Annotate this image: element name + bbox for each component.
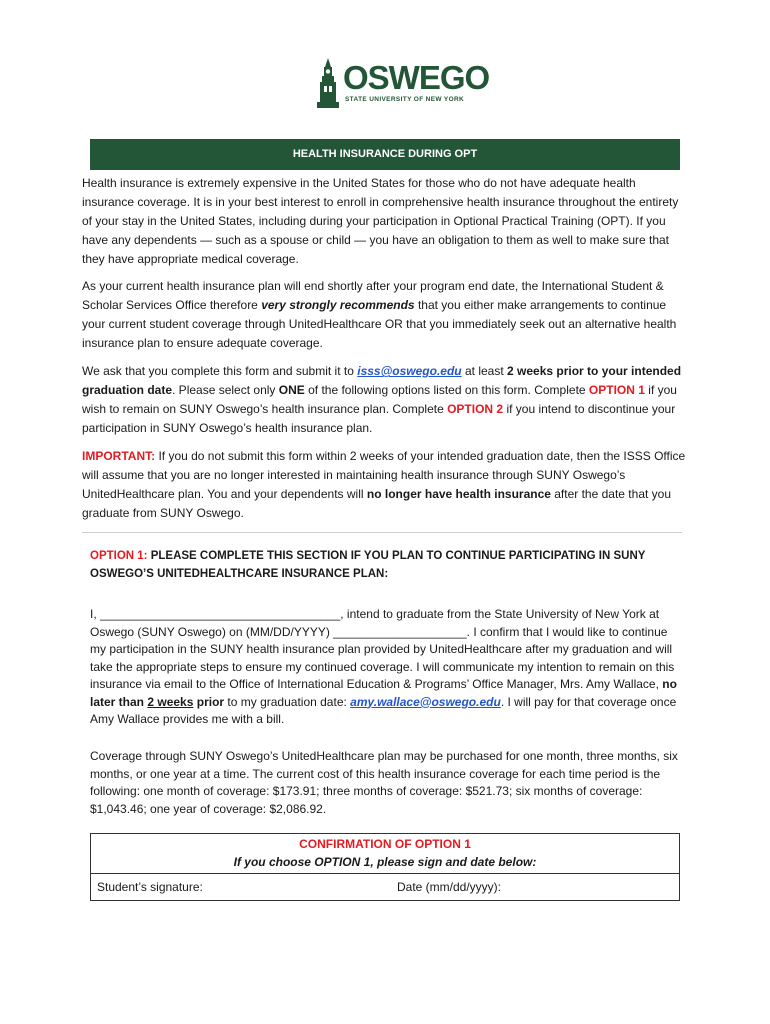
important-label: IMPORTANT:	[82, 449, 156, 463]
p3-deadline: 2 weeks prior to your intended graduation date	[82, 364, 682, 397]
statement-text-f: . I will pay for that coverage once Amy Wallace provides me with a bill.	[90, 694, 677, 726]
intro-paragraph-2	[82, 277, 688, 353]
statement-text-a: I, ____________________________________, intend to graduate from the State University of New York at Oswego (SUNY Oswego) on (MM/DD/YYYY) ____________________. I confirm that I would like to continue my participation in the SUNY health insurance plan provided by UnitedHealthcare after my graduation and will take the appropriate steps to ensure my continued coverage. I will communicate my intention to remain on this insurance via email to the Office of International Education & Programs’ Office Manager, Mrs. Amy Wallace,	[90, 607, 675, 691]
clock-tower-icon	[315, 58, 341, 110]
section-divider	[82, 532, 682, 533]
p2-text-a: As your current health insurance plan will end shortly after your program end date, the International Student & Scholar Services Office therefore	[82, 279, 664, 312]
statement-no-later: no later than	[90, 677, 677, 709]
p4-text-c: after the date that you graduate from SUNY Oswego.	[82, 487, 672, 520]
intro-paragraph-3	[82, 362, 688, 438]
option-1-heading	[90, 547, 680, 583]
amy-wallace-email-link[interactable]: amy.wallace@oswego.edu	[350, 694, 501, 709]
p2-emphasis: very strongly recommends	[261, 298, 415, 312]
p4-text-a: If you do not submit this form within 2 weeks of your intended graduation date, then the ISSS Office will assume that you are no longer interested in maintaining health insurance through SUNY Oswego’s UnitedHealthcare plan. You and your dependents will	[82, 449, 686, 501]
option-1-heading-text: PLEASE COMPLETE THIS SECTION IF YOU PLAN TO CONTINUE PARTICIPATING IN SUNY OSWEGO’S UNITEDHEALTHCARE INSURANCE PLAN:	[90, 550, 646, 580]
p3-option-2: OPTION 2	[447, 402, 504, 416]
logo-wordmark: OSWEGO	[343, 59, 490, 96]
isss-email-link[interactable]: isss@oswego.edu	[357, 364, 462, 378]
p3-text-g: if you wish to remain on SUNY Oswego’s health insurance plan. Complete	[82, 383, 677, 416]
confirmation-box	[90, 833, 680, 901]
p3-option-1: OPTION 1	[588, 383, 645, 397]
p3-one: ONE	[278, 383, 305, 397]
option-1-statement	[90, 606, 685, 729]
confirmation-divider	[91, 873, 679, 874]
date-field[interactable]: Date (mm/dd/yyyy):	[397, 880, 502, 894]
statement-text-e: to my graduation date:	[224, 694, 351, 709]
p4-emphasis: no longer have health insurance	[366, 487, 551, 501]
coverage-paragraph: Coverage through SUNY Oswego’s UnitedHealthcare plan may be purchased for one month, three months, six months, or one year at a time. The current cost of this health insurance coverage for each time period is the following: one month of coverage: $173.91; three months of coverage: $521.73; six months of coverage: $1,043.46; one year of coverage: $2,086.92.	[90, 749, 678, 816]
page-title-banner: HEALTH INSURANCE DURING OPT	[90, 139, 680, 170]
logo-subtitle: STATE UNIVERSITY OF NEW YORK	[345, 96, 465, 103]
intro-paragraph-1	[82, 174, 688, 269]
oswego-logo	[315, 58, 490, 110]
important-paragraph	[82, 447, 688, 523]
statement-two-weeks: 2 weeks	[147, 694, 194, 709]
confirmation-title: CONFIRMATION OF OPTION 1	[299, 837, 471, 851]
p3-text-b: at least	[461, 364, 507, 378]
intro-p1-text: Health insurance is extremely expensive in the United States for those who do not have adequate health insurance coverage. It is in your best interest to enroll in comprehensive health insurance throughout the entirety of your stay in the United States, including during your participation in Optional Practical Training (OPT). If you have any dependents — such as a spouse or child — you have an obligation to them as well to make sure that they have appropriate medical coverage.	[82, 176, 679, 266]
p3-text-h: if you intend to discontinue your participation in SUNY Oswego’s health insurance plan.	[82, 402, 676, 435]
statement-prior: prior	[193, 694, 225, 709]
p2-text-c: that you either make arrangements to continue your current student coverage through UnitedHealthcare OR that you immediately seek out an alternative health insurance plan to ensure adequate coverage.	[82, 298, 677, 350]
p3-text-d: . Please select only	[172, 383, 279, 397]
p3-text-f: of the following options listed on this form. Complete	[304, 383, 589, 397]
signature-field[interactable]: Student’s signature:	[97, 880, 203, 894]
confirmation-subtitle: If you choose OPTION 1, please sign and date below:	[233, 855, 537, 869]
option-1-label: OPTION 1:	[90, 550, 148, 562]
p3-text-a: We ask that you complete this form and submit it to	[82, 364, 358, 378]
